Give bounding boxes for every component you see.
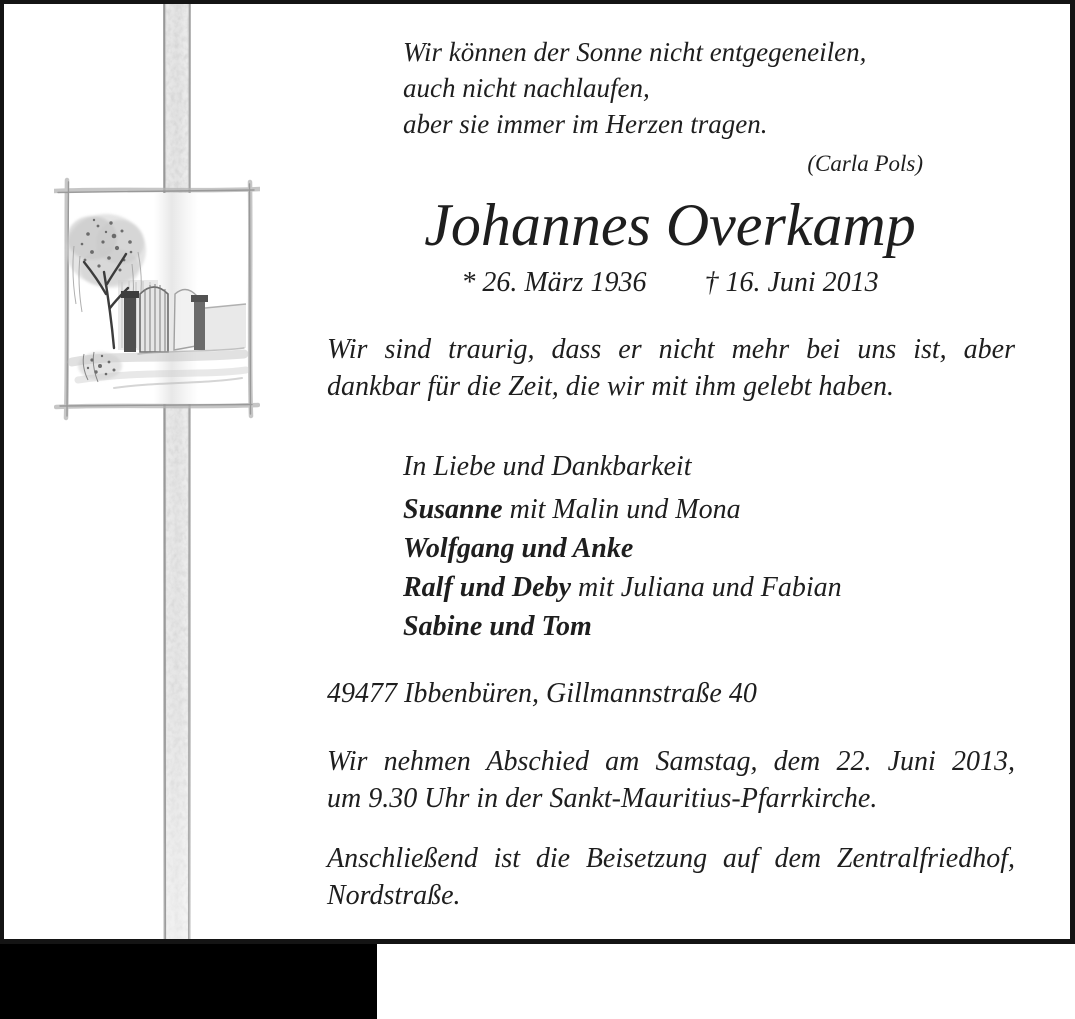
family-row — [403, 568, 842, 607]
deceased-name: Johannes Overkamp — [424, 192, 916, 258]
bottom-black-block — [0, 944, 377, 1019]
intro-line-2: dankbar für die Zeit, die wir mit ihm gelebt haben. — [327, 371, 894, 402]
memorial-ribbon — [163, 4, 191, 939]
family-block — [403, 447, 842, 646]
life-dates — [325, 266, 1015, 300]
burial-paragraph — [327, 840, 1015, 914]
burial-line-2: Nordstraße. — [327, 880, 461, 911]
condolence-line: In Liebe und Dankbarkeit — [403, 451, 692, 482]
intro-paragraph — [327, 331, 1015, 405]
intro-line-1: Wir sind traurig, dass er nicht mehr bei uns ist, aber — [327, 334, 1015, 365]
family-name-bold: Sabine und Tom — [403, 611, 592, 642]
quote-line: aber sie immer im Herzen tragen. — [403, 109, 768, 139]
burial-line-1: Anschließend ist die Beisetzung auf dem Zentralfriedhof, — [327, 843, 1015, 874]
family-name-bold: Ralf und Deby — [403, 572, 571, 603]
family-row — [403, 607, 842, 646]
death-date: † 16. Juni 2013 — [704, 267, 879, 298]
birth-date: * 26. März 1936 — [461, 267, 647, 298]
farewell-line-2: um 9.30 Uhr in der Sankt-Mauritius-Pfarrkirche. — [327, 783, 878, 814]
family-row — [403, 529, 842, 568]
farewell-paragraph — [327, 743, 1015, 817]
family-name-bold: Wolfgang und Anke — [403, 533, 634, 564]
family-row — [403, 490, 842, 529]
family-name-rest: mit Juliana und Fabian — [571, 572, 842, 603]
quote-line: Wir können der Sonne nicht entgegeneilen, — [403, 37, 867, 67]
garden-gate-illustration — [54, 176, 260, 422]
family-name-bold: Susanne — [403, 494, 503, 525]
quote-block — [403, 34, 923, 178]
quote-attribution: (Carla Pols) — [807, 151, 923, 176]
quote-line: auch nicht nachlaufen, — [403, 73, 650, 103]
address-line: 49477 Ibbenbüren, Gillmannstraße 40 — [327, 678, 757, 709]
farewell-line-1: Wir nehmen Abschied am Samstag, dem 22. Juni 2013, — [327, 746, 1015, 777]
family-name-rest: mit Malin und Mona — [502, 494, 741, 525]
